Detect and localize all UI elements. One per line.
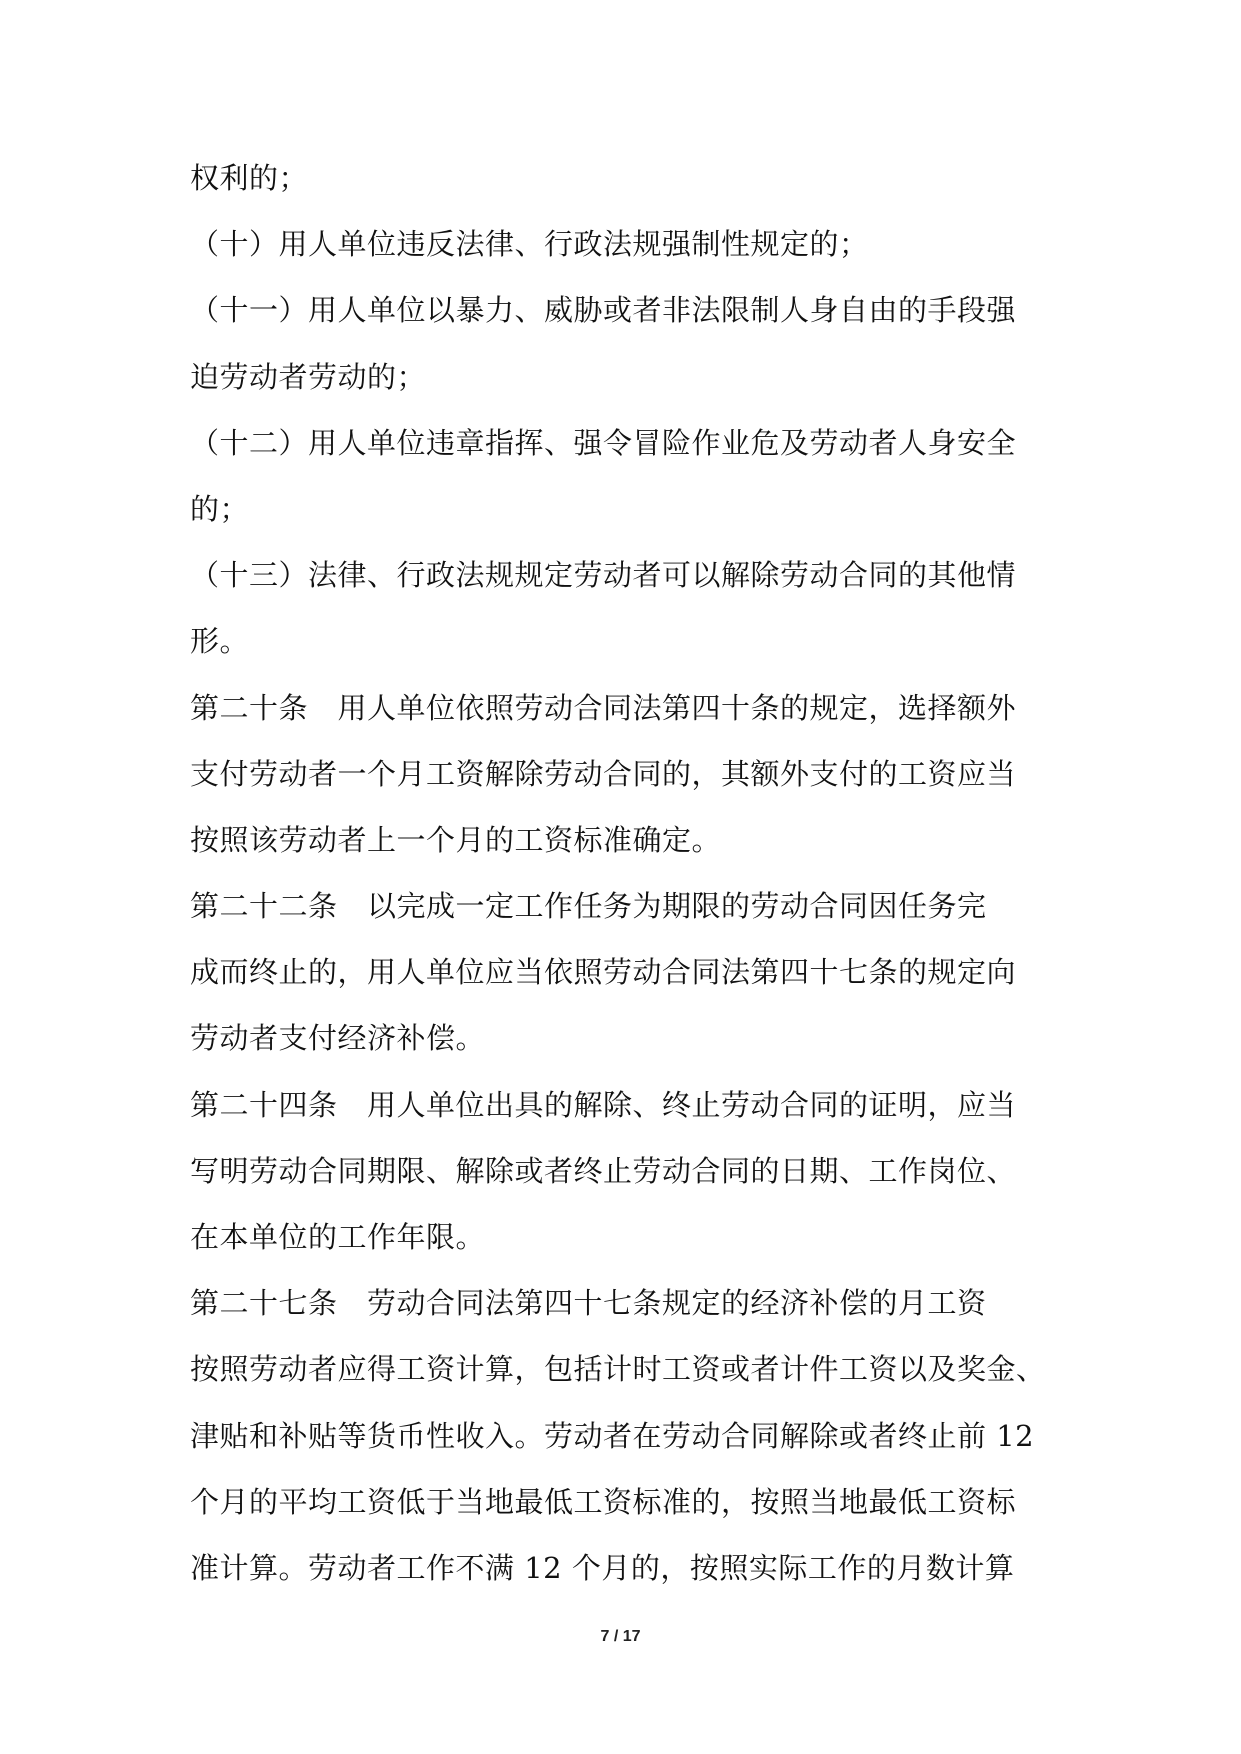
text-line: 的； (190, 491, 250, 526)
text-line: （十二）用人单位违章指挥、强令冒险作业危及劳动者人身安全 (190, 425, 1017, 460)
text-line: 成而终止的，用人单位应当依照劳动合同法第四十七条的规定向 (190, 955, 1017, 990)
text-line: （十一）用人单位以暴力、威胁或者非法限制人身自由的手段强 (190, 293, 1017, 328)
text-line: 第二十条 用人单位依照劳动合同法第四十条的规定，选择额外 (190, 690, 1017, 725)
text-line: 形。 (190, 624, 250, 659)
text-line: 在本单位的工作年限。 (190, 1220, 486, 1254)
text-line: 按照劳动者应得工资计算，包括计时工资或者计件工资以及奖金、 (190, 1352, 1046, 1387)
text-line: 第二十四条 用人单位出具的解除、终止劳动合同的证明，应当 (190, 1087, 1017, 1122)
text-line: 第二十二条 以完成一定工作任务为期限的劳动合同因任务完 (190, 889, 987, 924)
page-number: 7 / 17 (600, 1628, 641, 1645)
text-line: （十）用人单位违反法律、行政法规强制性规定的； (190, 227, 869, 262)
text-line: 权利的； (190, 161, 309, 195)
text-line: （十三）法律、行政法规规定劳动者可以解除劳动合同的其他情 (190, 558, 1017, 593)
text-line: 迫劳动者劳动的； (190, 359, 427, 394)
text-line: 劳动者支付经济补偿。 (190, 1021, 486, 1056)
document-body (190, 158, 1070, 1614)
text-line: 个月的平均工资低于当地最低工资标准的，按照当地最低工资标 (190, 1484, 1017, 1519)
text-line: 第二十七条 劳动合同法第四十七条规定的经济补偿的月工资 (190, 1286, 987, 1321)
text-line: 津贴和补贴等货币性收入。劳动者在劳动合同解除或者终止前 12 (190, 1418, 1035, 1453)
text-line: 支付劳动者一个月工资解除劳动合同的，其额外支付的工资应当 (190, 756, 1017, 791)
text-line: 准计算。劳动者工作不满 12 个月的，按照实际工作的月数计算 (190, 1550, 1015, 1585)
text-line: 写明劳动合同期限、解除或者终止劳动合同的日期、工作岗位、 (190, 1153, 1017, 1188)
text-line: 按照该劳动者上一个月的工资标准确定。 (190, 822, 722, 857)
